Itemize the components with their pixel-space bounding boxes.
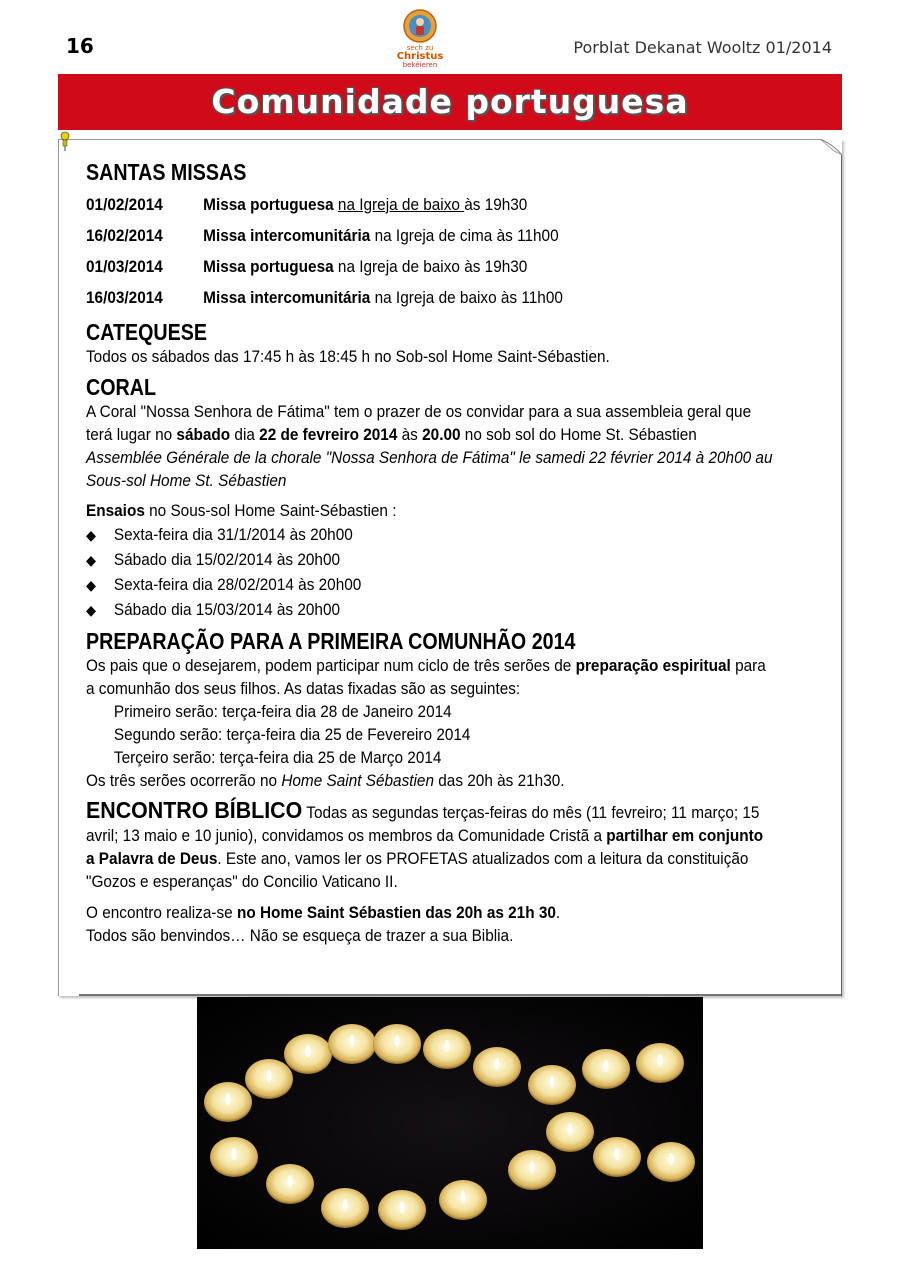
mass-date: 01/02/2014 [86,196,163,214]
catequese-text: Todos os sábados das 17:45 h às 18:45 h no Sob-sol Home Saint-Sébastien. [86,348,610,366]
comunhao-text-italic: Home Saint Sébastien [281,772,435,790]
comunhao-date: Terçeiro serão: terça-feira dia 25 de Março 2014 [113,749,442,767]
mass-type: Missa intercomunitária [203,227,371,245]
list-item-text: Sexta-feira dia 28/02/2014 às 20h00 [113,576,362,594]
mass-date: 16/03/2014 [86,289,163,307]
mass-row [86,221,774,252]
page-number: 16 [66,34,94,58]
candle-flame [400,1201,405,1213]
candle-flame [445,1040,450,1052]
comunhao-paragraph [86,655,774,701]
coral-text-bold: 22 de fevreiro 2014 [259,426,398,444]
mass-type: Missa portuguesa [203,196,334,214]
logo [387,8,453,72]
candle-flame [226,1093,231,1105]
ensaios-intro [86,500,774,523]
candle-flame [288,1175,293,1187]
candles-photo [197,997,703,1249]
mass-date: 16/02/2014 [86,227,163,245]
list-item [86,523,774,548]
candle-flame [306,1045,311,1057]
candles-image [197,997,703,1249]
candle-flame [495,1058,500,1070]
coral-paragraph [86,401,774,447]
mass-date: 01/03/2014 [86,258,163,276]
comunhao-text: das 20h às 21h30. [434,772,565,790]
mass-time: às 19h30 [464,196,528,214]
comunhao-text: para a comunhão dos seus filhos. As datas fixadas são as seguintes: [86,657,766,698]
candle-flame [232,1148,237,1160]
ensaios-text: no Sous-sol Home Saint-Sébastien : [144,502,397,520]
mass-time: às 11h00 [496,227,559,245]
heading-encontro-biblico: ENCONTRO BÍBLICO [86,797,303,823]
candle-flame [669,1153,674,1165]
mass-place: na Igreja de cima [374,227,493,245]
candle-flame [343,1199,348,1211]
ensaios-label: Ensaios [86,502,145,520]
encontro-text-bold: no Home Saint Sébastien das 20h as 21h 30 [236,904,556,922]
diamond-bullet-icon: ◆ [86,552,97,568]
logo-emblem-icon [387,8,453,48]
logo-text-line3: bekéieren [402,61,438,69]
encontro-text: . Este ano, vamos ler os PROFETAS atualizados com a leitura da constituição "Gozos e esperanças" do Concilio Vaticano II. [86,850,749,891]
coral-text: A Coral "Nossa Senhora de Fátima" tem o prazer de os convidar para a sua assembleia geral que terá lugar no [86,403,752,444]
mass-type: Missa intercomunitária [203,289,371,307]
mass-type: Missa portuguesa [203,258,334,276]
candle-flame [604,1060,609,1072]
coral-french-note: Assemblée Générale de la chorale "Nossa Senhora de Fátima" le samedi 22 février 2014 à 20h00 au Sous-sol Home St. Sébastien [86,449,773,490]
encontro-paragraph [86,799,774,894]
coral-text: às [397,426,423,444]
comunhao-location [86,770,774,793]
pushpin-icon [60,131,70,151]
candle-flame [550,1076,555,1088]
page-curl-icon [820,139,842,155]
list-item [86,598,774,623]
list-item-text: Sexta-feira dia 31/1/2014 às 20h00 [113,526,353,544]
mass-time: às 19h30 [464,258,528,276]
mass-row [86,190,774,221]
mass-place: na Igreja de baixo [337,196,465,214]
diamond-bullet-icon: ◆ [86,602,97,618]
candle-flame [461,1191,466,1203]
box-bottom-line [79,994,841,996]
comunhao-text: Os três serões ocorrerão no [86,772,282,790]
heading-coral: CORAL [86,374,156,400]
heading-primeira-comunhao: PREPARAÇÃO PARA A PRIMEIRA COMUNHÃO 2014 [86,628,576,654]
candle-flame [395,1035,400,1047]
encontro-text: O encontro realiza-se [86,904,237,922]
encontro-closing: Todos são benvindos… Não se esqueça de trazer a sua Biblia. [86,927,514,945]
banner-title: Comunidade portuguesa [211,82,689,121]
candle-flame [658,1054,663,1066]
candle-flame [530,1161,535,1173]
coral-text: dia [230,426,260,444]
diamond-bullet-icon: ◆ [86,577,97,593]
candle-flame [568,1123,573,1135]
mass-time: às 11h00 [500,289,563,307]
heading-santas-missas: SANTAS MISSAS [86,159,247,185]
publication-title: Porblat Dekanat Wooltz 01/2014 [573,38,832,57]
candle-flame [615,1148,620,1160]
comunhao-text-bold: preparação espiritual [575,657,731,675]
encontro-text: Todas as segundas terças-feiras do mês (11 fevreiro; 11 março; 15 avril; 13 maio e 10 junio), convidamos os membros da Comunidade Cristã a [86,804,760,845]
list-item-text: Sábado dia 15/02/2014 às 20h00 [113,551,341,569]
encontro-text: . [555,904,561,922]
candle-flame [267,1070,272,1082]
encontro-location [86,902,774,925]
heading-catequese: CATEQUESE [86,319,208,345]
mass-row [86,283,774,314]
list-item [86,548,774,573]
section-banner [58,74,842,130]
coral-text-bold: 20.00 [422,426,461,444]
logo-text-line2: Christus [396,51,444,62]
mass-place: na Igreja de baixo [374,289,497,307]
article-content [86,158,774,948]
list-item [86,573,774,598]
mass-place: na Igreja de baixo [337,258,460,276]
comunhao-date: Primeiro serão: terça-feira dia 28 de Janeiro 2014 [113,703,452,721]
logo-text-line1: sech zu [406,44,434,52]
coral-text-bold: sábado [176,426,231,444]
comunhao-text: Os pais que o desejarem, podem participar num ciclo de três serões de [86,657,576,675]
candle-flame [350,1035,355,1047]
coral-text: no sob sol do Home St. Sébastien [460,426,697,444]
mass-row [86,252,774,283]
comunhao-date: Segundo serão: terça-feira dia 25 de Fevereiro 2014 [113,726,471,744]
diamond-bullet-icon: ◆ [86,527,97,543]
encontro-text-bold: partilhar em conjunto a Palavra de Deus [86,827,764,868]
list-item-text: Sábado dia 15/03/2014 às 20h00 [113,601,341,619]
